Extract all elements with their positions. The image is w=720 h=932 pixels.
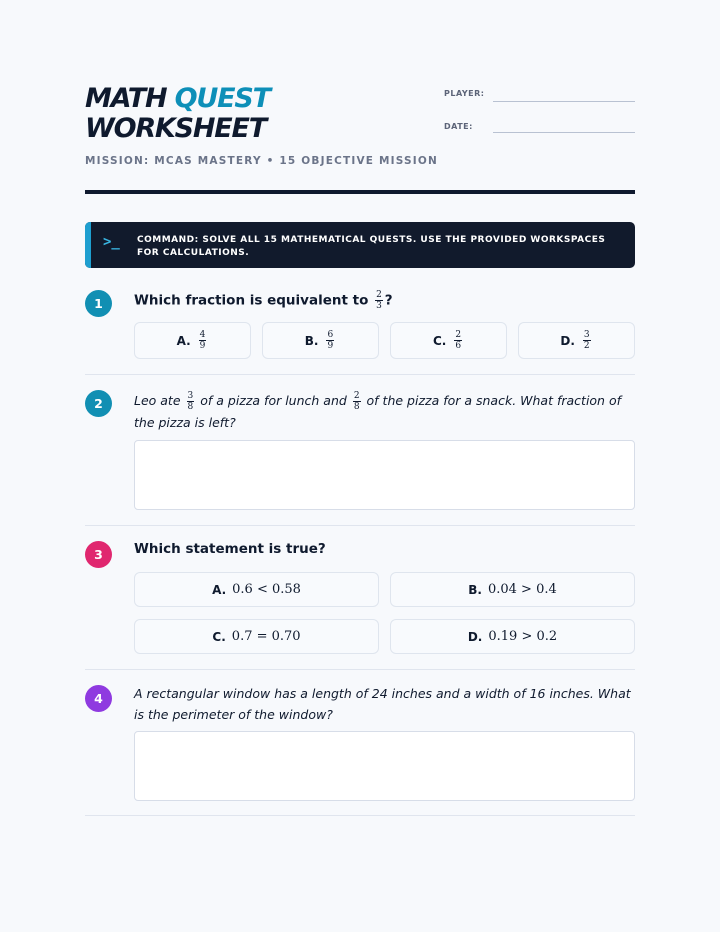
player-field[interactable] (493, 101, 635, 102)
choice-expression: 0.6 < 0.58 (232, 582, 301, 597)
choice-letter: B. (468, 582, 482, 597)
question-4-text (134, 683, 636, 725)
choice-fraction (326, 330, 334, 351)
question-4-workspace[interactable] (134, 731, 635, 801)
q3-choice-d[interactable] (390, 619, 635, 654)
fraction-denominator: 9 (327, 341, 334, 351)
question-2-part: of a pizza for lunch and (200, 393, 347, 408)
choice-fraction (583, 330, 591, 351)
date-field[interactable] (493, 132, 635, 133)
worksheet-title (85, 84, 270, 144)
q1-choice-d[interactable] (518, 322, 635, 359)
choice-letter: C. (432, 333, 447, 348)
player-label: PLAYER: (444, 89, 485, 98)
terminal-prompt-icon: >_ (103, 234, 120, 250)
title-word-math: MATH (85, 83, 167, 114)
question-divider (85, 374, 635, 375)
question-2-text (134, 390, 636, 433)
fraction-numerator: 2 (455, 330, 462, 340)
choice-letter: D. (467, 629, 483, 644)
question-2-fraction-2 (353, 391, 361, 412)
question-1-mark: ? (384, 292, 393, 309)
title-word-quest: QUEST (174, 83, 270, 114)
question-2-workspace[interactable] (134, 440, 635, 510)
fraction-denominator: 3 (376, 301, 382, 311)
choice-expression: 0.04 > 0.4 (487, 582, 557, 597)
question-1-prompt: Which fraction is equivalent to (134, 292, 369, 309)
choice-fraction (199, 330, 207, 351)
question-number-4: 4 (85, 685, 112, 712)
question-number-1: 1 (85, 290, 112, 317)
choice-letter: A. (176, 333, 191, 348)
fraction-denominator: 8 (353, 402, 360, 412)
choice-letter: D. (560, 333, 575, 348)
choice-expression: 0.19 > 0.2 (488, 629, 558, 644)
command-banner (85, 222, 635, 268)
mission-subtitle: MISSION: MCAS MASTERY • 15 OBJECTIVE MISSION (85, 155, 439, 167)
question-1-fraction (375, 290, 383, 311)
question-2-part: Leo ate (134, 393, 181, 408)
fraction-denominator: 8 (187, 402, 194, 412)
choice-letter: B. (304, 333, 319, 348)
question-divider (85, 669, 635, 670)
question-4-line: A rectangular window has a length of 24 inches and a width of 16 inches. What (134, 686, 631, 701)
question-2-part: of the pizza for a snack. What fraction of (366, 393, 622, 408)
fraction-denominator: 6 (455, 341, 462, 351)
q3-choice-a[interactable] (134, 572, 379, 607)
question-2-fraction-1 (187, 391, 195, 412)
question-3-text: Which statement is true? (134, 541, 326, 557)
fraction-numerator: 2 (376, 290, 382, 300)
question-1-text (134, 290, 636, 311)
q1-choice-c[interactable] (390, 322, 507, 359)
question-divider (85, 525, 635, 526)
fraction-numerator: 4 (199, 330, 206, 340)
choice-expression: 0.7 = 0.70 (231, 629, 301, 644)
choice-letter: C. (212, 629, 226, 644)
q3-choice-b[interactable] (390, 572, 635, 607)
choice-letter: A. (212, 582, 227, 597)
banner-accent-stripe (85, 222, 91, 268)
q1-choice-b[interactable] (262, 322, 379, 359)
question-2-part: the pizza is left? (134, 415, 236, 430)
q1-choice-a[interactable] (134, 322, 251, 359)
header-divider (85, 190, 635, 194)
title-word-worksheet: WORKSHEET (85, 113, 266, 144)
question-number-2: 2 (85, 390, 112, 417)
q3-choice-c[interactable] (134, 619, 379, 654)
fraction-denominator: 2 (583, 341, 590, 351)
fraction-numerator: 3 (583, 330, 590, 340)
date-label: DATE: (444, 122, 473, 131)
fraction-numerator: 2 (353, 391, 360, 401)
command-text: COMMAND: SOLVE ALL 15 MATHEMATICAL QUESTS. USE THE PROVIDED WORKSPACES FOR CALCULATIONS. (137, 235, 606, 258)
question-number-3: 3 (85, 541, 112, 568)
question-4-line: is the perimeter of the window? (134, 707, 333, 722)
fraction-numerator: 6 (327, 330, 334, 340)
fraction-denominator: 9 (199, 341, 206, 351)
question-divider (85, 815, 635, 816)
fraction-numerator: 3 (187, 391, 194, 401)
choice-fraction (454, 330, 462, 351)
